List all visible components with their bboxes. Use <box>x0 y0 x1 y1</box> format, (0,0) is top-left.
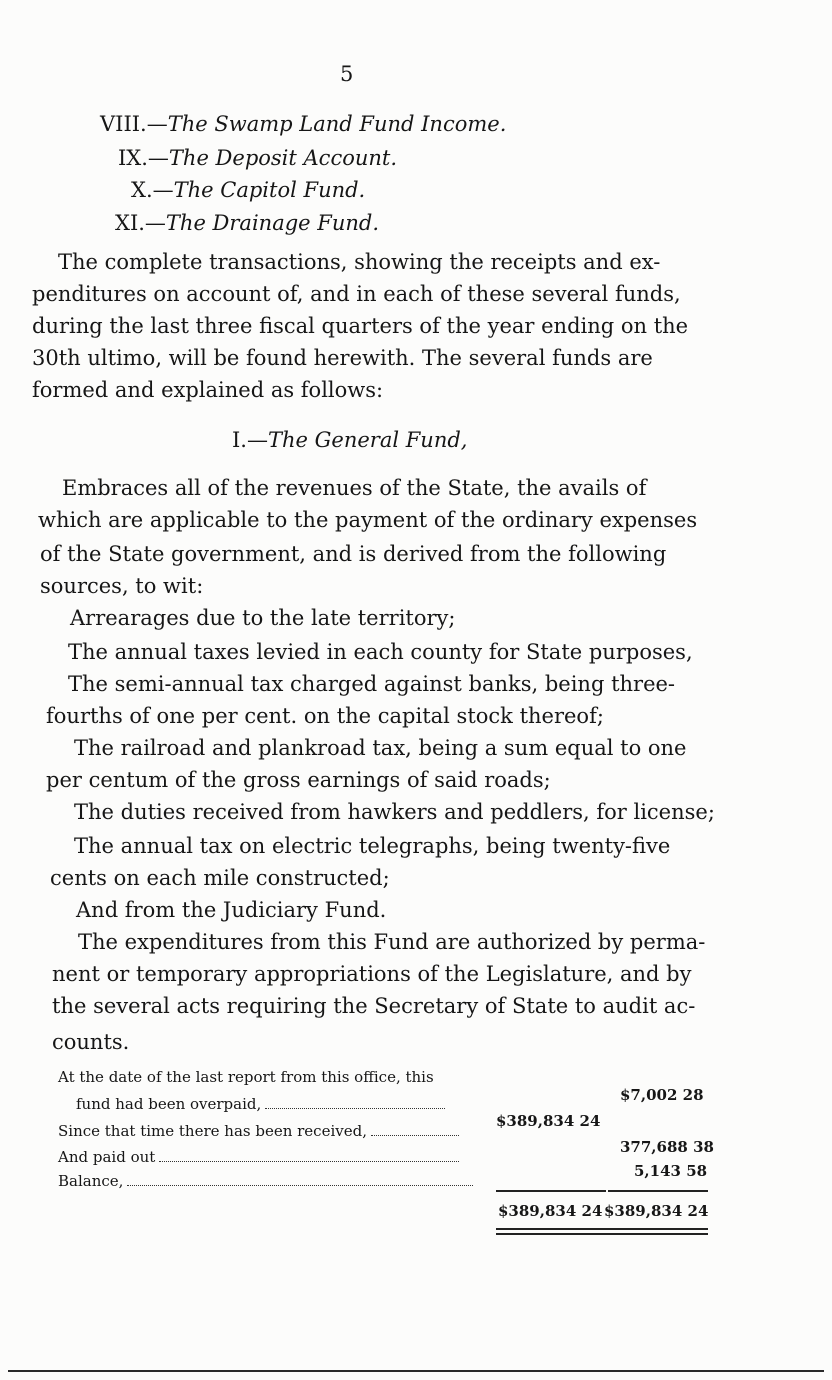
body-line: The annual taxes levied in each county for State purposes, <box>68 640 693 664</box>
account-received-label: Since that time there has been received, <box>58 1122 367 1140</box>
overpaid-amount: $7,002 28 <box>620 1086 704 1104</box>
intro-line: The complete transactions, showing the receipts and ex- <box>58 250 661 274</box>
section-numeral: I.— <box>232 428 268 452</box>
paid-amount: 377,688 38 <box>620 1138 714 1156</box>
received-amount: $389,834 24 <box>496 1112 601 1130</box>
dot-leader <box>159 1151 459 1162</box>
fund-title: The Drainage Fund. <box>165 211 379 235</box>
account-balance-label: Balance, <box>58 1172 124 1190</box>
body-line: Embraces all of the revenues of the State, the avails of <box>62 476 647 500</box>
fund-list-item <box>131 178 365 202</box>
intro-line: formed and explained as follows: <box>32 378 384 402</box>
account-paid-label: And paid out <box>58 1148 156 1166</box>
intro-line: during the last three fiscal quarters of the year ending on the <box>32 314 689 338</box>
fund-title: The Deposit Account. <box>168 146 398 170</box>
dot-leader <box>127 1175 473 1186</box>
account-paid-row <box>58 1148 459 1166</box>
account-balance-row <box>58 1172 473 1190</box>
fund-list-item <box>100 112 506 136</box>
balance-amount: 5,143 58 <box>634 1162 708 1180</box>
total-left-amount: $389,834 24 <box>498 1202 603 1220</box>
dot-leader <box>265 1098 445 1109</box>
body-line: The semi-annual tax charged against banks, being three- <box>68 672 676 696</box>
intro-line: penditures on account of, and in each of these several funds, <box>32 282 681 306</box>
body-line: cents on each mile constructed; <box>50 866 390 890</box>
body-line: per centum of the gross earnings of said roads; <box>46 768 551 792</box>
fund-title: The Capitol Fund. <box>173 178 366 202</box>
intro-line: 30th ultimo, will be found herewith. The several funds are <box>32 346 653 370</box>
body-line: which are applicable to the payment of the ordinary expenses <box>38 508 698 532</box>
fund-numeral: XI.— <box>115 211 166 235</box>
total-right-amount: $389,834 24 <box>604 1202 709 1220</box>
body-line: the several acts requiring the Secretary of State to audit ac- <box>52 994 696 1018</box>
body-line: And from the Judiciary Fund. <box>76 898 387 922</box>
page-edge-line <box>8 1370 824 1372</box>
section-title: The General Fund, <box>267 428 468 452</box>
account-overpaid-label: fund had been overpaid, <box>76 1095 262 1113</box>
body-line: of the State government, and is derived from the following <box>40 542 667 566</box>
body-line: Arrearages due to the late territory; <box>70 606 456 630</box>
sum-rule <box>496 1190 606 1192</box>
body-line: fourths of one per cent. on the capital stock thereof; <box>46 704 604 728</box>
fund-title: The Swamp Land Fund Income. <box>167 112 507 136</box>
fund-list-item <box>118 146 397 170</box>
body-line: sources, to wit: <box>40 574 204 598</box>
fund-numeral: VIII.— <box>100 112 168 136</box>
section-heading <box>232 428 467 452</box>
body-line: counts. <box>52 1030 130 1054</box>
dot-leader <box>371 1125 459 1136</box>
total-double-rule-top <box>496 1228 708 1230</box>
sum-rule <box>608 1190 708 1192</box>
account-overpaid-line1: At the date of the last report from this office, this <box>58 1068 434 1086</box>
total-double-rule-bottom <box>496 1233 708 1235</box>
fund-list-item <box>115 211 379 235</box>
body-line: The expenditures from this Fund are authorized by perma- <box>78 930 706 954</box>
account-received-row <box>58 1122 459 1140</box>
fund-numeral: X.— <box>131 178 174 202</box>
body-line: The annual tax on electric telegraphs, being twenty-five <box>74 834 671 858</box>
body-line: The duties received from hawkers and peddlers, for license; <box>74 800 715 824</box>
body-line: The railroad and plankroad tax, being a sum equal to one <box>74 736 687 760</box>
account-overpaid-line2 <box>76 1095 445 1113</box>
fund-numeral: IX.— <box>118 146 169 170</box>
page-number: 5 <box>340 62 354 86</box>
body-line: nent or temporary appropriations of the Legislature, and by <box>52 962 692 986</box>
